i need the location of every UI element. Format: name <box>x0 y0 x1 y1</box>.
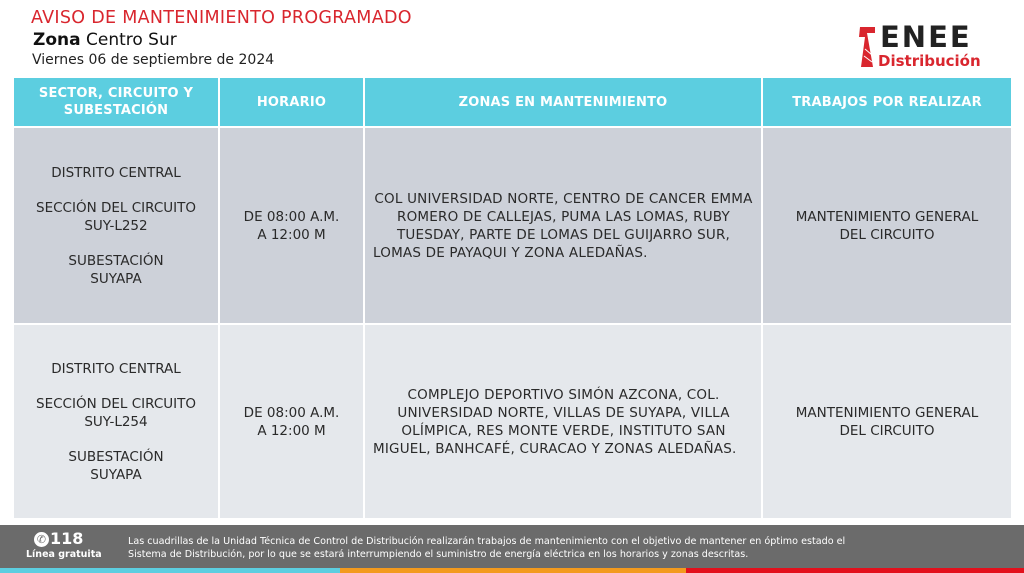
footer-bar <box>0 525 1024 568</box>
table-row <box>13 324 1012 519</box>
substation-name <box>14 252 218 288</box>
hotline-number: 118 <box>50 529 84 548</box>
schedule-end: A 12:00 M <box>257 422 326 439</box>
column-header-work: TRABAJOS POR REALIZAR <box>762 77 1012 127</box>
circuit-name <box>14 199 218 235</box>
work-line-1: MANTENIMIENTO GENERAL <box>795 404 979 421</box>
zones-cell: COL UNIVERSIDAD NORTE, CENTRO DE CANCER EMMA ROMERO DE CALLEJAS, PUMA LAS LOMAS, RUBY TUESDAY, PARTE DE LOMAS DEL GUIJARRO SUR, LOMAS DE PAYAQUI Y ZONA ALEDAÑAS. <box>364 127 762 324</box>
substation-value: SUYAPA <box>90 466 142 483</box>
maintenance-table <box>12 76 1013 520</box>
disclaimer-line-1: Las cuadrillas de la Unidad Técnica de Control de Distribución realizarán trabajos de mantenimiento con el objetivo de mantener en óptimo estado el <box>128 536 846 547</box>
stripe-orange <box>340 568 686 573</box>
substation-name <box>14 448 218 484</box>
notice-title: AVISO DE MANTENIMIENTO PROGRAMADO <box>31 8 412 28</box>
enee-logo <box>858 20 1003 72</box>
schedule-start: DE 08:00 A.M. <box>243 208 340 225</box>
schedule-cell <box>219 127 364 324</box>
enee-tower-icon <box>858 27 876 67</box>
circuit-code: SUY-L254 <box>84 413 148 430</box>
circuit-label: SECCIÓN DEL CIRCUITO <box>36 395 196 412</box>
work-line-1: MANTENIMIENTO GENERAL <box>795 208 979 225</box>
column-header-schedule: HORARIO <box>219 77 364 127</box>
sector-cell <box>13 127 219 324</box>
footer-disclaimer <box>128 535 1008 561</box>
table-header-row <box>13 77 1012 127</box>
work-line-2: DEL CIRCUITO <box>839 226 935 243</box>
hotline-label: Línea gratuita <box>26 549 102 560</box>
logo-subtitle: Distribución <box>878 52 981 70</box>
circuit-label: SECCIÓN DEL CIRCUITO <box>36 199 196 216</box>
phone-icon: ✆ <box>34 532 49 547</box>
column-header-sector: SECTOR, CIRCUITO Y SUBESTACIÓN <box>13 77 219 127</box>
disclaimer-line-2: Sistema de Distribución, por lo que se estará interrumpiendo el suministro de energía eléctrica en los horarios y zonas descritas. <box>128 549 749 560</box>
stripe-red <box>686 568 1024 573</box>
sector-cell <box>13 324 219 519</box>
circuit-code: SUY-L252 <box>84 217 148 234</box>
stripe-cyan <box>0 568 340 573</box>
hotline <box>34 530 83 548</box>
zone-label: Zona <box>33 30 81 50</box>
schedule-start: DE 08:00 A.M. <box>243 404 340 421</box>
notice-date: Viernes 06 de septiembre de 2024 <box>32 52 275 68</box>
sector-name: DISTRITO CENTRAL <box>51 164 181 181</box>
substation-value: SUYAPA <box>90 270 142 287</box>
work-cell <box>762 324 1012 519</box>
sector-name: DISTRITO CENTRAL <box>51 360 181 377</box>
substation-label: SUBESTACIÓN <box>68 252 164 269</box>
substation-label: SUBESTACIÓN <box>68 448 164 465</box>
circuit-name <box>14 395 218 431</box>
work-line-2: DEL CIRCUITO <box>839 422 935 439</box>
zone-name: Centro Sur <box>80 30 177 50</box>
schedule-cell <box>219 324 364 519</box>
table-row <box>13 127 1012 324</box>
zone-heading <box>33 29 177 51</box>
schedule-end: A 12:00 M <box>257 226 326 243</box>
work-cell <box>762 127 1012 324</box>
zones-cell: COMPLEJO DEPORTIVO SIMÓN AZCONA, COL. UNIVERSIDAD NORTE, VILLAS DE SUYAPA, VILLA OLÍMPICA, RES MONTE VERDE, INSTITUTO SAN MIGUEL, BANHCAFÉ, CURACAO Y ZONAS ALEDAÑAS. <box>364 324 762 519</box>
logo-name: ENEE <box>880 20 972 54</box>
column-header-zones: ZONAS EN MANTENIMIENTO <box>364 77 762 127</box>
